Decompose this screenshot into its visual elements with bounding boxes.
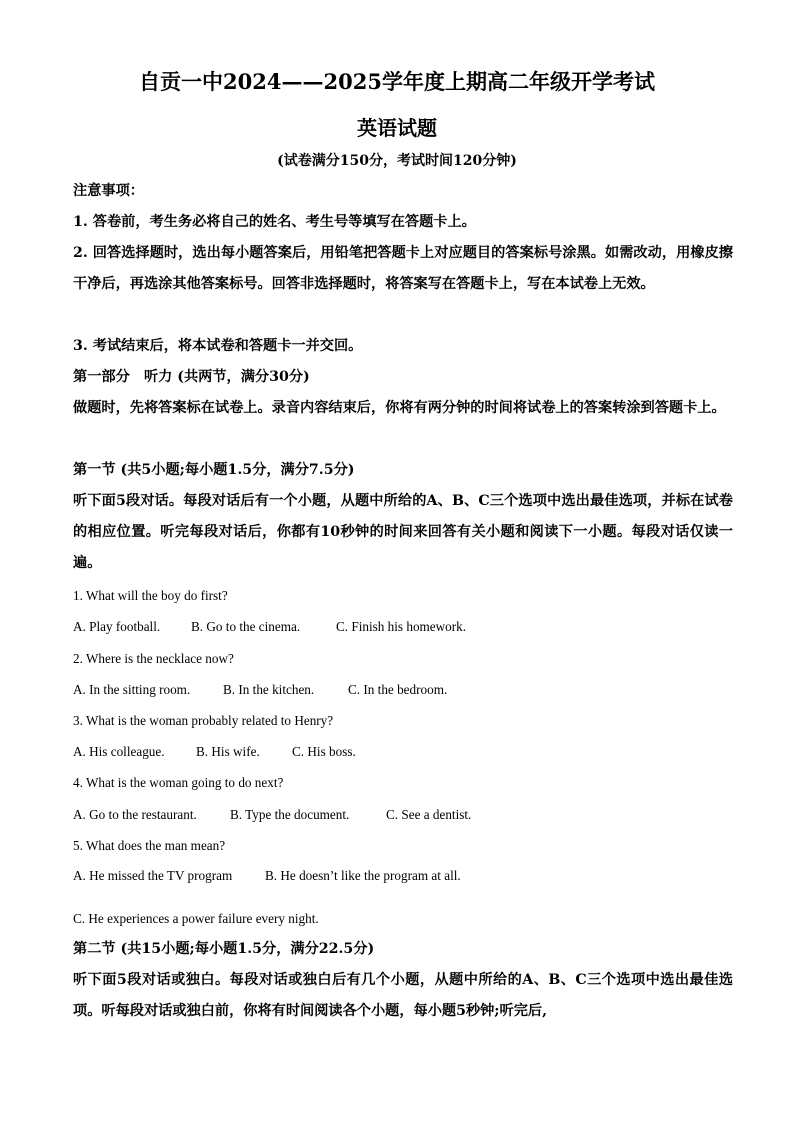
notes-heading: 注意事项： — [73, 183, 144, 199]
section2-heading: 第二节 (共15小题;每小题1.5分，满分22.5分) — [73, 941, 375, 957]
q3-option-b: B. His wife. — [196, 744, 260, 759]
note-item-3: 3. 考试结束后，将本试卷和答题卡一并交回。 — [73, 338, 363, 354]
q2-option-a: A. In the sitting room. — [73, 682, 191, 697]
question-2-options — [73, 680, 733, 700]
question-1-options — [73, 617, 733, 637]
question-5-options — [73, 866, 733, 886]
question-4-options — [73, 805, 733, 825]
section2-instruction: 听下面5段对话或独白。每段对话或独白后有几个小题，从题中所给的A、B、C三个选项中选出最佳选项。听每段对话或独白前，你将有时间阅读各个小题，每小题5秒钟;听完后, — [73, 972, 733, 1019]
exam-title: 自贡一中2024——2025学年度上期高二年级开学考试 — [139, 69, 655, 94]
exam-info: (试卷满分150分，考试时间120分钟) — [277, 153, 517, 169]
question-5-stem: 5. What does the man mean? — [73, 838, 226, 853]
q4-option-b: B. Type the document. — [230, 807, 350, 822]
question-3-options — [73, 742, 733, 762]
note-item-1: 1. 答卷前，考生务必将自己的姓名、考生号等填写在答题卡上。 — [73, 214, 476, 230]
question-1-stem: 1. What will the boy do first? — [73, 588, 228, 603]
q4-option-c: C. See a dentist. — [386, 807, 472, 822]
q2-option-b: B. In the kitchen. — [223, 682, 315, 697]
q1-option-b: B. Go to the cinema. — [191, 619, 301, 634]
q1-option-a: A. Play football. — [73, 619, 161, 634]
subject-title: 英语试题 — [357, 116, 437, 140]
q3-option-c: C. His boss. — [292, 744, 356, 759]
q1-option-c: C. Finish his homework. — [336, 619, 467, 634]
q5-option-a: A. He missed the TV program — [73, 868, 233, 883]
q4-option-a: A. Go to the restaurant. — [73, 807, 197, 822]
part1-heading: 第一部分 听力 (共两节，满分30分) — [73, 369, 310, 385]
section1-instruction: 听下面5段对话。每段对话后有一个小题，从题中所给的A、B、C三个选项中选出最佳选项，并标在试卷的相应位置。听完每段对话后，你都有10秒钟的时间来回答有关小题和阅读下一小题。每段对话仅读一遍。 — [73, 493, 733, 571]
part1-instruction: 做题时，先将答案标在试卷上。录音内容结束后，你将有两分钟的时间将试卷上的答案转涂到答题卡上。 — [73, 400, 726, 416]
q3-option-a: A. His colleague. — [73, 744, 165, 759]
section1-heading: 第一节 (共5小题;每小题1.5分，满分7.5分) — [73, 462, 355, 478]
question-4-stem: 4. What is the woman going to do next? — [73, 775, 284, 790]
question-3-stem: 3. What is the woman probably related to Henry? — [73, 713, 334, 728]
question-2-stem: 2. Where is the necklace now? — [73, 651, 234, 666]
q5-option-c: C. He experiences a power failure every night. — [73, 911, 319, 926]
q2-option-c: C. In the bedroom. — [348, 682, 448, 697]
q5-option-b: B. He doesn’t like the program at all. — [265, 868, 461, 883]
note-item-2: 2. 回答选择题时，选出每小题答案后，用铅笔把答题卡上对应题目的答案标号涂黑。如需改动，用橡皮擦干净后，再选涂其他答案标号。回答非选择题时，将答案写在答题卡上，写在本试卷上无效。 — [73, 245, 733, 292]
